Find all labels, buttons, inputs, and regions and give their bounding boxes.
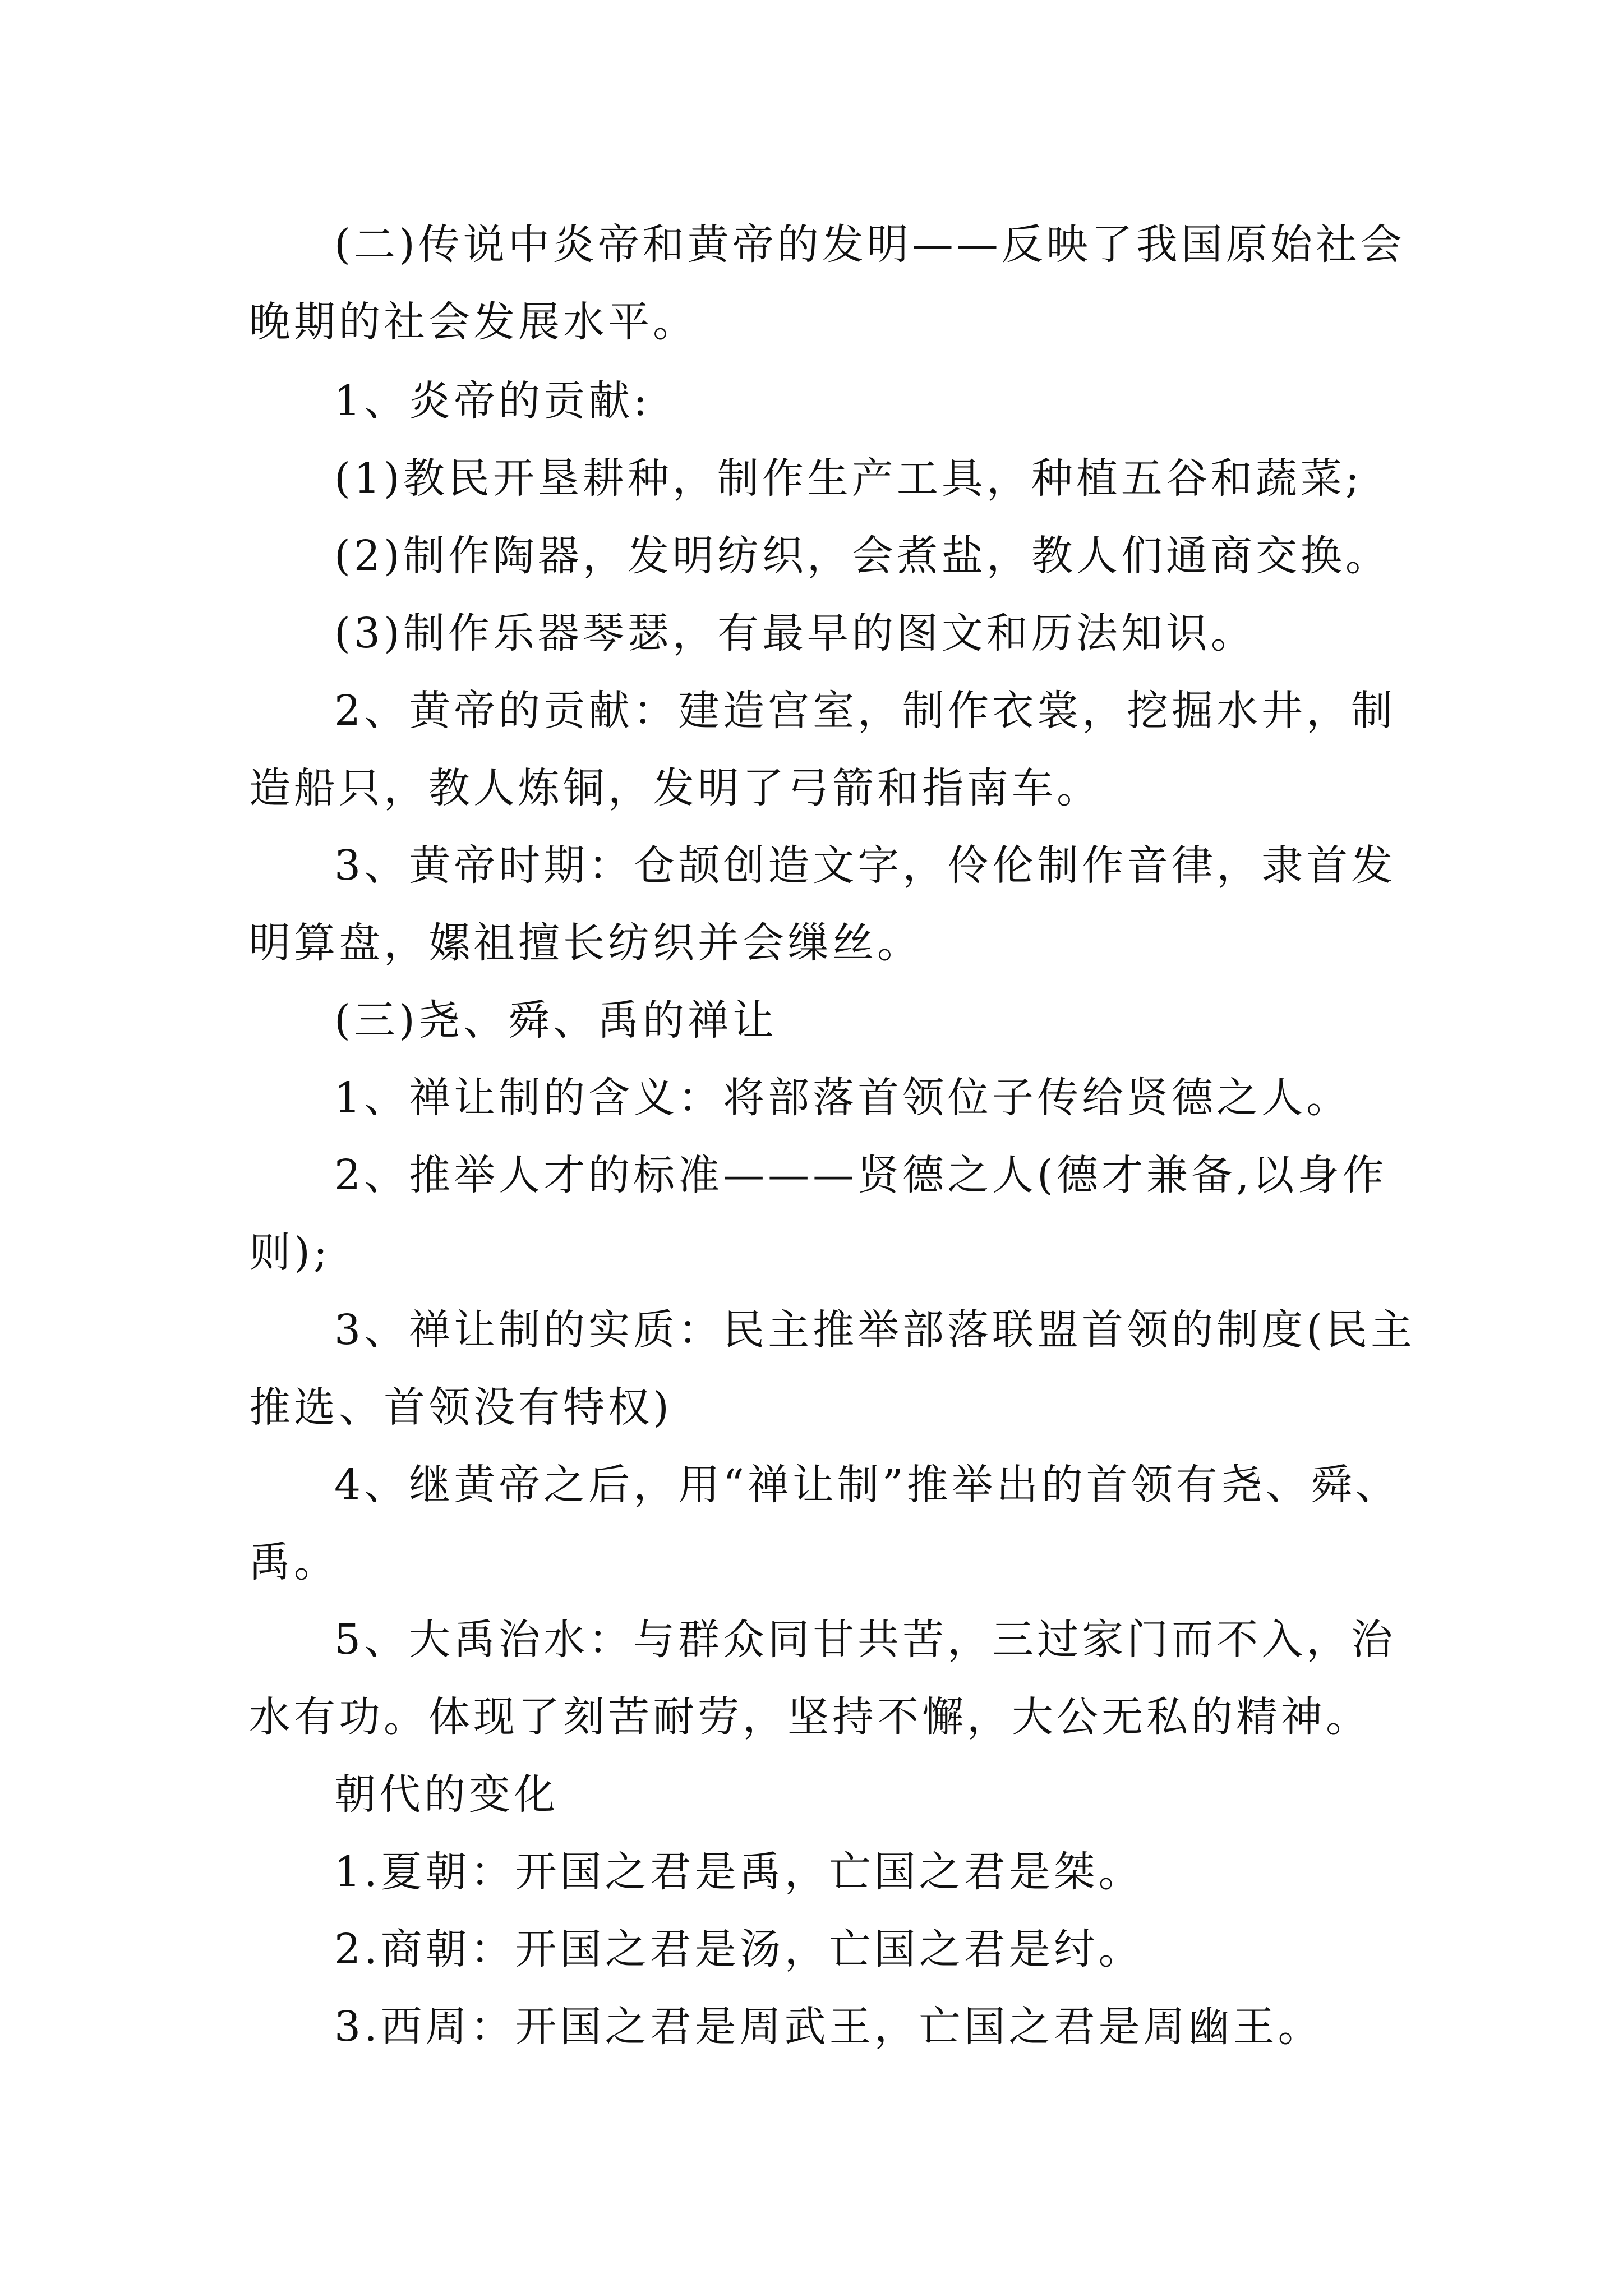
- text-line: (2)制作陶器，发明纺织，会煮盐，教人们通商交换。: [334, 532, 1390, 580]
- text-line: 朝代的变化: [334, 1770, 559, 1819]
- text-line: 1.夏朝：开国之君是禹，亡国之君是桀。: [334, 1848, 1144, 1896]
- text-line: (1)教民开垦耕种，制作生产工具，种植五谷和蔬菜;: [334, 454, 1363, 503]
- text-line: (3)制作乐器琴瑟，有最早的图文和历法知识。: [334, 609, 1256, 657]
- text-line: 推选、首领没有特权): [249, 1383, 672, 1432]
- text-line: 造船只，教人炼铜，发明了弓箭和指南车。: [249, 764, 1101, 812]
- text-line: 3.西周：开国之君是周武王，亡国之君是周幽王。: [334, 2003, 1323, 2051]
- text-line: 3、黄帝时期：仓颉创造文字，伶伦制作音律，隶首发: [334, 841, 1396, 890]
- text-line: 禹。: [249, 1538, 339, 1586]
- text-line: 则);: [249, 1228, 331, 1277]
- text-line: 水有功。体现了刻苦耐劳，坚持不懈，大公无私的精神。: [249, 1693, 1371, 1741]
- text-line: (二)传说中炎帝和黄帝的发明——反映了我国原始社会: [334, 220, 1405, 269]
- text-line: 1、炎帝的贡献:: [334, 377, 651, 425]
- text-line: 2、推举人才的标准———贤德之人(德才兼备,以身作: [334, 1151, 1387, 1199]
- text-line: 晚期的社会发展水平。: [249, 298, 698, 346]
- text-line: 4、继黄帝之后，用“禅让制”推举出的首领有尧、舜、: [334, 1461, 1400, 1509]
- text-line: 3、禅让制的实质：民主推举部落联盟首领的制度(民主: [334, 1306, 1415, 1354]
- text-line: 2.商朝：开国之君是汤，亡国之君是纣。: [334, 1925, 1144, 1973]
- text-line: (三)尧、舜、禹的禅让: [334, 996, 777, 1045]
- text-line: 1、禅让制的含义：将部落首领位子传给贤德之人。: [334, 1074, 1352, 1122]
- text-line: 明算盘，嫘祖擅长纺织并会缫丝。: [249, 919, 922, 967]
- text-line: 5、大禹治水：与群众同甘共苦，三过家门而不入，治: [334, 1616, 1396, 1664]
- text-line: 2、黄帝的贡献：建造宫室，制作衣裳，挖掘水井，制: [334, 687, 1396, 735]
